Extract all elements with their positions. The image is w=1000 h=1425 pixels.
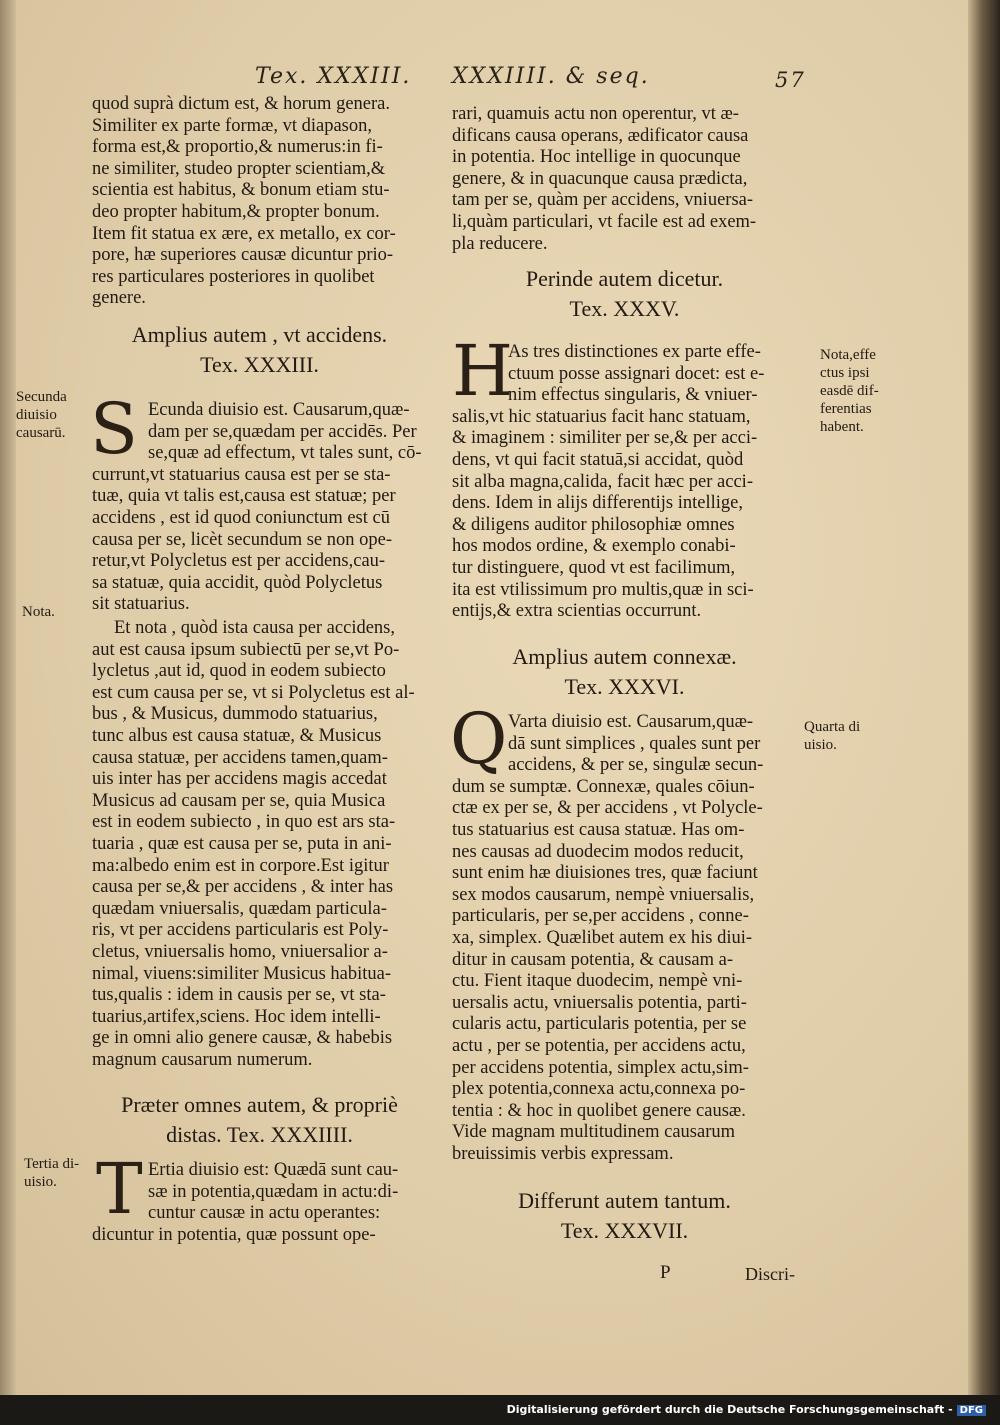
margin-note-tertia xyxy=(24,1155,79,1191)
text-line: ris, vt per accidens particularis est Poly- xyxy=(92,920,389,941)
text-line: rari, quamuis actu non operentur, vt æ- xyxy=(452,104,739,124)
heading-line: Amplius autem connexæ. xyxy=(512,644,737,669)
text-line: salis,vt hic statuarius facit hanc statuam, xyxy=(452,406,751,427)
text-line: genere, & in quacunque causa prædicta, xyxy=(452,168,748,189)
drop-cap-s: S xyxy=(90,388,138,470)
drop-cap-h: H xyxy=(452,330,514,412)
text-line: ctu. Fient itaque duodecim, nempè vni- xyxy=(452,971,743,992)
margin-note-line: Nota,effe xyxy=(820,347,876,363)
margin-note-line: Tertia di- xyxy=(24,1156,80,1172)
text-line: Item fit statua ex ære, ex metallo, ex cor- xyxy=(92,223,396,244)
heading-line: distas. Tex. XXXIIII. xyxy=(166,1122,353,1147)
text-line: tam per se, quàm per accidens, vniuersa- xyxy=(452,190,754,211)
text-line: ge in omni alio genere causæ, & habebis xyxy=(92,1028,393,1049)
text-line: nim effectus singularis, & vniuer- xyxy=(508,385,758,406)
text-line: lycletus ,aut id, quod in eodem subiecto xyxy=(92,661,386,682)
text-line: cuntur causæ in actu operantes: xyxy=(148,1203,381,1224)
text-line: res particulares posteriores in quolibet xyxy=(92,266,375,287)
text-line: nes causas ad duodecim modos reducit, xyxy=(452,841,744,862)
drop-cap-t: T xyxy=(96,1148,143,1230)
text-line: dicuntur in potentia, quæ possunt ope- xyxy=(92,1224,376,1245)
text-line: tus statuarius est causa statuæ. Has om- xyxy=(452,819,745,840)
text-line: dum se sumptæ. Connexæ, quales cōiun- xyxy=(452,776,755,797)
text-line: dens, vt qui facit statuā,si accidat, quòd xyxy=(452,449,744,470)
page-number: 57 xyxy=(775,68,806,92)
left-text-block-2 xyxy=(92,400,432,616)
text-line: plex potentia,connexa actu,connexa po- xyxy=(452,1079,746,1100)
text-line: dificans causa operans, ædificator causa xyxy=(452,125,749,146)
text-line: entijs,& extra scientias occurrunt. xyxy=(452,601,702,622)
text-line: breuissimis verbis expressam. xyxy=(452,1143,674,1164)
text-line: tus,qualis : idem in causis per se, vt sta- xyxy=(92,985,386,1006)
page-fore-edge xyxy=(968,0,1000,1395)
text-line: dens. Idem in alijs differentijs intellige, xyxy=(452,493,743,514)
right-text-block-1 xyxy=(452,104,802,255)
text-line: sunt enim hæ diuisiones tres, quæ faciunt xyxy=(452,863,758,884)
margin-note-nota xyxy=(22,603,55,621)
text-line: particularis, per se,per accidens , conne- xyxy=(452,906,749,927)
text-line: tur distinguere, quod vt est facilimum, xyxy=(452,557,736,578)
text-line: pore, hæ superiores causæ dicuntur prio- xyxy=(92,245,394,266)
text-line: causa per se, licèt secundum se non ope- xyxy=(92,529,393,550)
margin-note-line: habent. xyxy=(820,419,864,435)
margin-note-line: causarū. xyxy=(16,425,66,441)
heading-line: Tex. XXXIII. xyxy=(200,352,319,377)
text-line: scientia est habitus, & bonum etiam stu- xyxy=(92,180,390,201)
text-line: cletus, vniuersalis homo, vniuersalior a- xyxy=(92,941,388,962)
text-line: uis inter has per accidens magis accedat xyxy=(92,769,387,790)
text-line: est cum causa per se, vt si Polycletus est al- xyxy=(92,682,415,703)
text-line: genere. xyxy=(92,288,146,309)
running-head-right: XXXIIII. & seq. xyxy=(452,64,650,89)
text-line: ita est vtilissimum pro multis,quæ in sci- xyxy=(452,579,754,600)
text-line: bus , & Musicus, dummodo statuarius, xyxy=(92,704,378,725)
text-line: actu , per se potentia, per accidens actu, xyxy=(452,1035,746,1056)
margin-note-line: easdē dif- xyxy=(820,383,879,399)
margin-note-line: ferentias xyxy=(820,401,872,417)
text-line: sit alba magna,calida, facit hæc per acci- xyxy=(452,471,753,492)
text-line: ctæ ex per se, & per accidens , vt Polycle- xyxy=(452,798,763,819)
text-line: Ertia diuisio est: Quædā sunt cau- xyxy=(148,1160,399,1180)
heading-line: Differunt autem tantum. xyxy=(518,1188,731,1213)
catchword: Discri- xyxy=(745,1264,795,1284)
margin-note-line: Nota. xyxy=(22,604,55,620)
text-line: hos modos ordine, & exemplo conabi- xyxy=(452,536,736,557)
text-line: ma:albedo enim est in corpore.Est igitur xyxy=(92,855,389,876)
text-line: Et nota , quòd ista causa per accidens, xyxy=(114,618,395,638)
text-line: se,quæ ad effectum, vt tales sunt, cō- xyxy=(148,443,422,464)
margin-note-effectus xyxy=(820,346,879,436)
text-line: accidens , est id quod coniunctum est cū xyxy=(92,507,390,528)
text-line: li,quàm particulari, vt facile est ad exem- xyxy=(452,211,757,232)
text-line: ctuum posse assignari docet: est e- xyxy=(508,363,765,384)
margin-note-line: diuisio xyxy=(16,407,57,423)
footer-credit-text: Digitalisierung gefördert durch die Deutsche Forschungsgemeinschaft - xyxy=(506,1403,953,1416)
margin-note-line: uisio. xyxy=(24,1174,57,1190)
footer-credit xyxy=(507,1403,986,1416)
text-line: tentia : & hoc in quolibet genere causæ. xyxy=(452,1100,746,1121)
text-line: retur,vt Polycletus est per accidens,cau- xyxy=(92,551,386,572)
dfg-logo: DFG xyxy=(957,1405,986,1416)
running-head-left: Tex. XXXIII. xyxy=(255,64,412,89)
text-line: Varta diuisio est. Causarum,quæ- xyxy=(508,712,754,732)
margin-note-line: ctus ipsi xyxy=(820,365,870,381)
section-heading-xxxvii xyxy=(452,1186,797,1246)
text-line: currunt,vt statuarius causa est per se sta- xyxy=(92,464,391,485)
heading-line: Tex. XXXVII. xyxy=(560,1218,689,1243)
margin-note-quarta xyxy=(804,718,860,754)
text-line: As tres distinctiones ex parte effe- xyxy=(508,342,761,362)
text-line: tunc albus est causa statuæ, & Musicus xyxy=(92,725,382,746)
left-text-block-3 xyxy=(92,618,432,1071)
text-line: est in eodem subiecto , in quo est ars sta- xyxy=(92,812,396,833)
text-line: Musicus ad causam per se, quia Musica xyxy=(92,790,386,811)
section-heading-xxxiii xyxy=(92,320,427,380)
text-line: Similiter ex parte formæ, vt diapason, xyxy=(92,115,373,136)
text-line: quædam vniuersalis, quædam particula- xyxy=(92,898,387,919)
margin-note-secunda xyxy=(16,388,67,442)
text-line: accidens, & per se, singulæ secun- xyxy=(508,755,764,776)
text-line: in potentia. Hoc intellige in quocunque xyxy=(452,147,741,168)
text-line: & imaginem : similiter per se,& per acci- xyxy=(452,428,758,449)
heading-line: Perinde autem dicetur. xyxy=(525,266,724,291)
text-line: magnum causarum numerum. xyxy=(92,1049,313,1070)
text-line: tuaria , quæ est causa per se, puta in ani- xyxy=(92,833,392,854)
text-line: forma est,& proportio,& numerus:in fi- xyxy=(92,137,383,158)
text-line: uersalis actu, vniuersalis potentia, parti- xyxy=(452,992,747,1013)
heading-line: Amplius autem , vt accidens. xyxy=(131,322,388,347)
section-heading-xxxv xyxy=(452,264,797,324)
text-line: tuæ, quia vt talis est,causa est statuæ; per xyxy=(92,486,396,507)
text-line: dam per se,quædam per accidēs. Per xyxy=(148,421,417,442)
left-text-block-1 xyxy=(92,94,432,310)
text-line: aut est causa ipsum subiectū per se,vt Po- xyxy=(92,639,400,660)
text-line: Ecunda diuisio est. Causarum,quæ- xyxy=(148,400,410,420)
text-line: causa per se,& per accidens , & inter has xyxy=(92,877,394,898)
heading-line: Tex. XXXVI. xyxy=(564,674,685,699)
text-line: nimal, viuens:similiter Musicus habitua- xyxy=(92,963,392,984)
text-line: cularis actu, particularis potentia, per se xyxy=(452,1014,747,1035)
section-heading-xxxiiii xyxy=(92,1090,427,1150)
margin-note-line: Quarta di xyxy=(804,719,861,735)
right-text-block-2 xyxy=(452,342,802,623)
text-line: pla reducere. xyxy=(452,233,548,254)
section-heading-xxxvi xyxy=(452,642,797,702)
text-line: xa, simplex. Quælibet autem ex his diui- xyxy=(452,927,753,948)
heading-line: Tex. XXXV. xyxy=(569,296,680,321)
text-line: per accidens potentia, simplex actu,sim- xyxy=(452,1057,749,1078)
text-line: & diligens auditor philosophiæ omnes xyxy=(452,514,735,535)
text-line: causa statuæ, per accidens tamen,quam- xyxy=(92,747,388,768)
text-line: tuarius,artifex,sciens. Hoc idem intelli- xyxy=(92,1006,381,1027)
text-line: sex modos causarum, nempè vniuersalis, xyxy=(452,884,755,905)
text-line: ne similiter, studeo propter scientiam,& xyxy=(92,158,386,179)
text-line: sæ in potentia,quædam in actu:di- xyxy=(148,1181,399,1202)
right-text-block-3 xyxy=(452,712,802,1165)
text-line: Vide magnam multitudinem causarum xyxy=(452,1122,736,1143)
drop-cap-q: Q xyxy=(450,698,508,780)
text-line: quod suprà dictum est, & horum genera. xyxy=(92,94,390,114)
text-line: dā sunt simplices , quales sunt per xyxy=(508,733,761,754)
margin-note-line: Secunda xyxy=(16,389,67,405)
page-binding-shadow xyxy=(0,0,16,1395)
signature-mark: P xyxy=(660,1262,671,1283)
text-line: sit statuarius. xyxy=(92,594,190,615)
left-text-block-4 xyxy=(92,1160,432,1246)
margin-note-line: uisio. xyxy=(804,737,837,753)
heading-line: Præter omnes autem, & propriè xyxy=(121,1092,398,1117)
text-line: sa statuæ, quia accidit, quòd Polycletus xyxy=(92,572,383,593)
text-line: deo propter habitum,& propter bonum. xyxy=(92,201,380,222)
text-line: ditur in causam potentia, & causam a- xyxy=(452,949,734,970)
